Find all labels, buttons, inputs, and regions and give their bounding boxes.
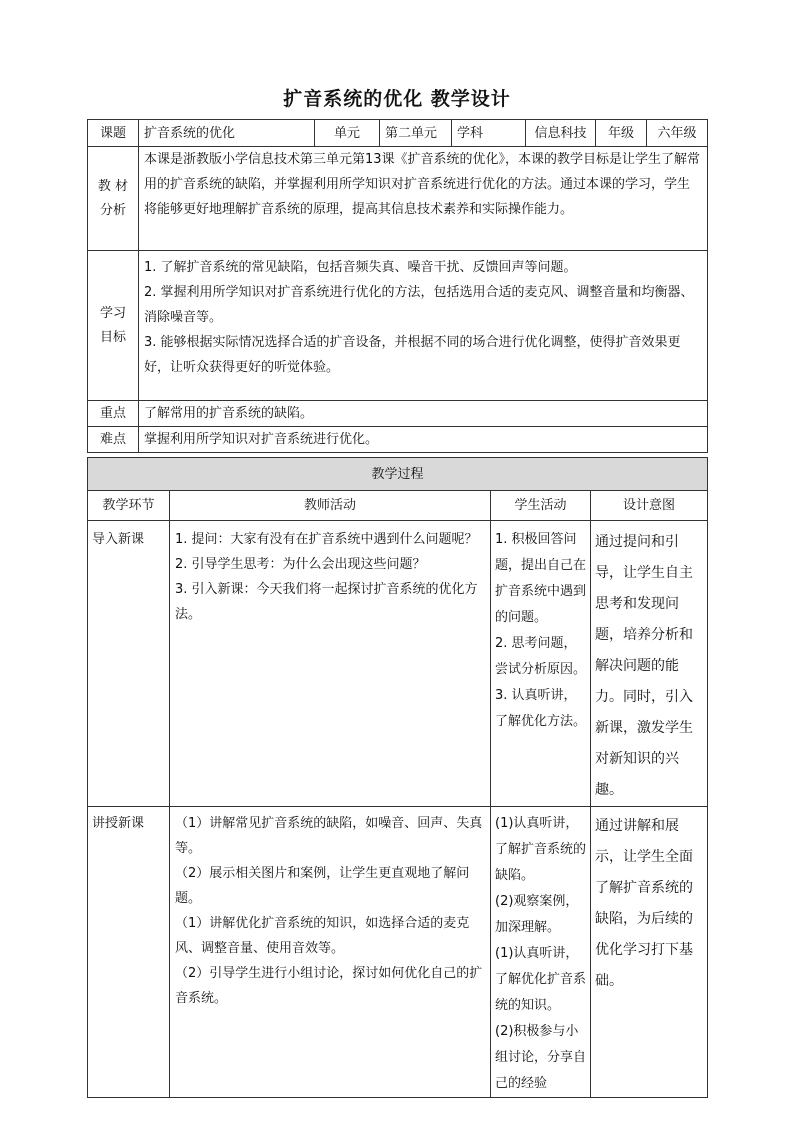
student-step: (2)积极参与小组讨论，分享自己的经验 — [495, 1024, 587, 1091]
analysis-label-line2: 分析 — [99, 202, 126, 218]
design-intent-text: 通过提问和引导，让学生自主思考和发现问题，培养分析和解决问题的能力。同时，引入新课，激发学生对新知识的兴趣。 — [595, 534, 693, 798]
teacher-step: （1）讲解常见扩音系统的缺陷，如噪音、回声、失真等。 — [175, 816, 483, 856]
teacher-step: （1）讲解优化扩音系统的知识，如选择合适的麦克风、调整音量、使用音效等。 — [175, 916, 470, 956]
stage-cell: 导入新课 — [88, 521, 170, 807]
difficult-point-label: 难点 — [88, 427, 139, 453]
analysis-text — [139, 147, 708, 251]
analysis-paragraph: 本课是浙教版小学信息技术第三单元第13课《扩音系统的优化》，本课的教学目标是让学生了解常用的扩音系统的缺陷，并掌握利用所学知识对扩音系统进行优化的方法。通过本课的学习，学生将能够更好地理解扩音系统的原理，提高其信息技术素养和实际操作能力。 — [144, 152, 701, 217]
column-header-teacher: 教师活动 — [170, 491, 491, 521]
table-row — [88, 807, 708, 1098]
student-activity-cell — [491, 521, 591, 807]
analysis-label — [88, 147, 139, 251]
subject-value: 信息科技 — [526, 120, 596, 147]
subject-label: 学科 — [452, 120, 526, 147]
column-header-student: 学生活动 — [491, 491, 591, 521]
student-activity-cell — [491, 807, 591, 1098]
goal-item: 3. 能够根据实际情况选择合适的扩音设备，并根据不同的场合进行优化调整，使得扩音效果更好，让听众获得更好的听觉体验。 — [144, 335, 681, 375]
teacher-step: 2. 引导学生思考：为什么会出现这些问题？ — [175, 557, 426, 572]
design-intent-cell — [591, 807, 708, 1098]
teacher-activity-cell — [170, 521, 491, 807]
student-step: (1)认真听讲，了解扩音系统的缺陷。 — [495, 816, 587, 883]
analysis-label-line1: 教 材 — [97, 178, 129, 194]
teacher-step: （2）引导学生进行小组讨论，探讨如何优化自己的扩音系统。 — [175, 966, 483, 1006]
unit-value: 第二单元 — [380, 120, 452, 147]
column-header-stage: 教学环节 — [88, 491, 170, 521]
topic-label: 课题 — [88, 120, 139, 147]
difficult-point-text: 掌握利用所学知识对扩音系统进行优化。 — [139, 427, 708, 453]
goals-list — [139, 251, 708, 401]
teacher-step: 1. 提问：大家有没有在扩音系统中遇到什么问题呢？ — [175, 532, 478, 547]
unit-label: 单元 — [315, 120, 380, 147]
teacher-step: 3. 引入新课：今天我们将一起探讨扩音系统的优化方法。 — [175, 582, 478, 622]
goals-label — [88, 251, 139, 401]
student-step: 1. 积极回答问题，提出自己在扩音系统中遇到的问题。 — [495, 532, 587, 625]
process-heading: 教学过程 — [88, 458, 708, 491]
student-step: 2. 思考问题，尝试分析原因。 — [495, 636, 587, 677]
goals-label-line2: 目标 — [99, 329, 126, 345]
key-point-text: 了解常用的扩音系统的缺陷。 — [139, 401, 708, 427]
design-intent-text: 通过讲解和展示，让学生全面了解扩音系统的缺陷，为后续的优化学习打下基础。 — [595, 818, 693, 989]
column-header-intent: 设计意图 — [591, 491, 708, 521]
design-intent-cell — [591, 521, 708, 807]
topic-value: 扩音系统的优化 — [139, 120, 315, 147]
grade-value: 六年级 — [647, 120, 708, 147]
grade-label: 年级 — [596, 120, 647, 147]
student-step: 3. 认真听讲，了解优化方法。 — [495, 688, 587, 729]
key-point-label: 重点 — [88, 401, 139, 427]
teaching-process-table — [87, 457, 708, 1098]
table-row — [88, 521, 708, 807]
goals-label-line1: 学习 — [99, 305, 126, 321]
stage-cell: 讲授新课 — [88, 807, 170, 1098]
lesson-info-table — [87, 119, 708, 453]
teacher-step: （2）展示相关图片和案例，让学生更直观地了解问题。 — [175, 866, 470, 906]
student-step: (2)观察案例，加深理解。 — [495, 894, 579, 935]
student-step: (1)认真听讲，了解优化扩音系统的知识。 — [495, 946, 587, 1013]
goal-item: 1. 了解扩音系统的常见缺陷，包括音频失真、噪音干扰、反馈回声等问题。 — [144, 260, 577, 275]
page-title: 扩音系统的优化 教学设计 — [283, 88, 511, 110]
goal-item: 2. 掌握利用所学知识对扩音系统进行优化的方法，包括选用合适的麦克风、调整音量和均衡器、消除噪音等。 — [144, 285, 694, 325]
teacher-activity-cell — [170, 807, 491, 1098]
